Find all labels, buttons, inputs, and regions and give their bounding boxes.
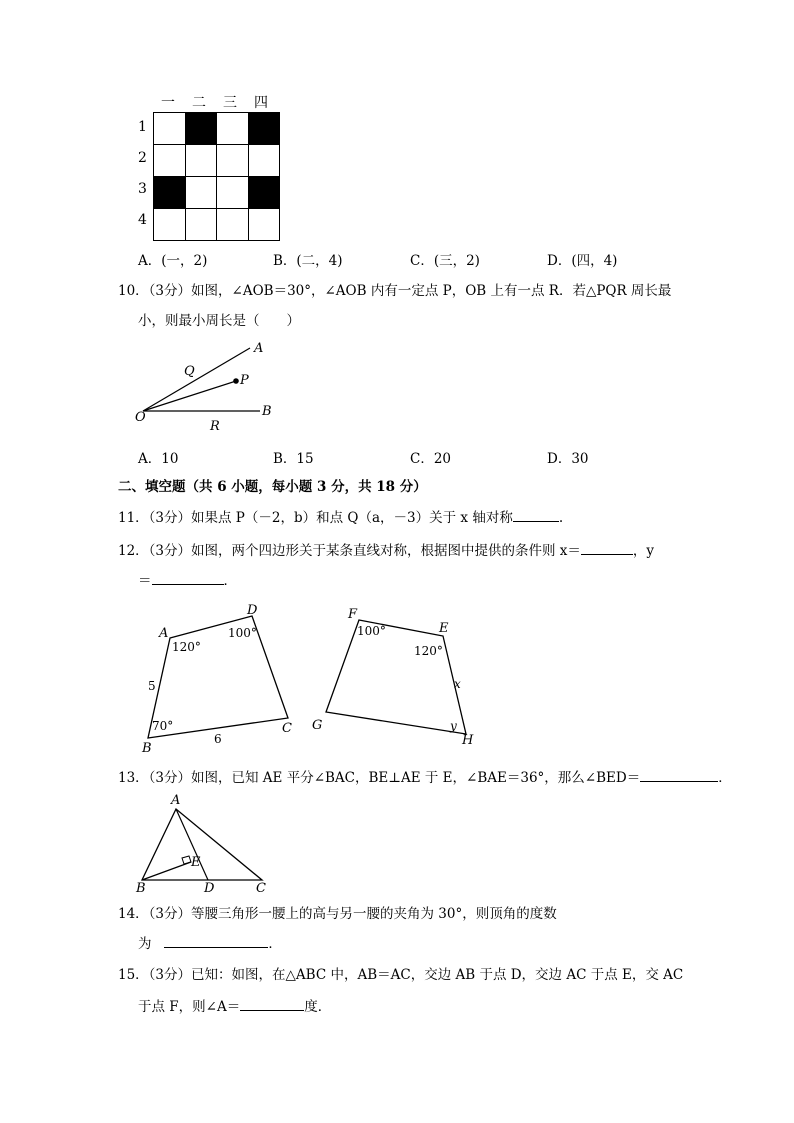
grid-cell [185, 144, 218, 177]
label-o: O [135, 410, 146, 425]
label-a: A [254, 341, 264, 356]
grid-cell [185, 208, 218, 241]
q15-blank[interactable] [240, 1010, 304, 1011]
col-header: 四 [254, 95, 268, 111]
right-angle-mark [182, 856, 191, 864]
q14-line2 [138, 935, 282, 953]
q12-line2 [138, 572, 237, 590]
angle-h-label: y [450, 719, 457, 733]
angle-d-label: 100° [228, 626, 257, 640]
q12-eq: ＝ [138, 573, 152, 589]
grid-cell [216, 144, 249, 177]
q10-option-b: B．15 [273, 451, 314, 467]
q11 [118, 509, 563, 527]
label-a: A [171, 793, 181, 808]
q9-option-a: A．(一，2) [138, 253, 208, 269]
label-f: F [348, 607, 358, 622]
q10-option-d: D．30 [547, 451, 589, 467]
grid-cell [216, 112, 249, 145]
q15-line2 [138, 998, 331, 1016]
q11-end: . [558, 510, 564, 526]
q10-option-c: C．20 [410, 451, 452, 467]
q13-blank[interactable] [640, 781, 718, 782]
grid-cell [185, 112, 218, 145]
q13-end: ． [718, 770, 732, 786]
row-header: 1 [138, 119, 147, 135]
segment-op [143, 381, 236, 411]
q10-option-a: A．10 [138, 451, 179, 467]
grid-cell [153, 144, 186, 177]
grid-cell [248, 176, 281, 209]
triangle-abc [142, 809, 262, 880]
q9-option-d: D．(四，4) [547, 253, 618, 269]
q11-blank[interactable] [513, 521, 559, 522]
label-b: B [262, 404, 272, 419]
angle-b-label: 70° [152, 719, 174, 733]
side-bc-label: 6 [214, 732, 222, 746]
point-p [233, 378, 239, 384]
label-c: C [282, 721, 292, 736]
grid-cells [153, 112, 279, 240]
q9-option-b: B．(二，4) [273, 253, 343, 269]
q15-end: 度． [304, 999, 332, 1015]
row-header: 2 [138, 150, 147, 166]
q13 [118, 769, 732, 787]
label-h: H [462, 733, 474, 748]
q13-text: 13．（3分）如图，已知 AE 平分∠BAC，BE⊥AE 于 E，∠BAE＝36°，那么∠BED＝ [118, 770, 641, 786]
q10-line1: 10．（3分）如图，∠AOB＝30°，∠AOB 内有一定点 P，OB 上有一点 R．若△PQR 周长最 [118, 283, 672, 299]
col-header: 一 [161, 95, 175, 111]
col-header: 三 [223, 95, 237, 111]
q9-option-c: C．(三，2) [410, 253, 480, 269]
angle-f-label: 100° [357, 624, 386, 638]
q12-y-blank[interactable] [152, 584, 224, 585]
q12-line1 [118, 542, 654, 560]
q15-text: 于点 F，则∠A＝ [138, 999, 241, 1015]
label-c: C [256, 881, 266, 896]
q12-text-y: ，y [632, 543, 655, 559]
label-a: A [159, 626, 169, 641]
side-ab-label: 5 [148, 679, 156, 693]
grid-cell [248, 144, 281, 177]
q12-end: ． [223, 573, 237, 589]
q14-blank[interactable] [164, 947, 268, 948]
side-eh-label: x [454, 677, 461, 691]
q15-line1: 15．（3分）已知：如图，在△ABC 中，AB＝AC，交边 AB 于点 D，交边 AC 于点 E，交 AC [118, 967, 684, 983]
row-header: 4 [138, 212, 147, 228]
q11-text: 11．（3分）如果点 P（－2，b）和点 Q（a，－3）关于 x 轴对称 [118, 510, 513, 526]
grid-cell [185, 176, 218, 209]
label-b: B [142, 741, 152, 756]
angle-e-label: 120° [414, 644, 443, 658]
grid-cell [153, 176, 186, 209]
col-header: 二 [192, 95, 206, 111]
q14-text: 为 [138, 936, 152, 952]
label-g: G [312, 718, 323, 733]
label-d: D [204, 881, 215, 896]
grid-cell [216, 208, 249, 241]
label-d: D [247, 603, 258, 618]
label-r: R [210, 419, 220, 434]
q14-line1: 14．（3分）等腰三角形一腰上的高与另一腰的夹角为 30°，则顶角的度数 [118, 906, 557, 922]
section-heading: 二、填空题（共 6 小题，每小题 3 分，共 18 分） [118, 479, 427, 495]
q14-end: ． [268, 936, 282, 952]
grid-cell [248, 112, 281, 145]
triangle-figure [130, 788, 280, 898]
grid-cell [153, 208, 186, 241]
label-p: P [240, 373, 249, 388]
grid-cell [248, 208, 281, 241]
angle-figure [130, 338, 280, 438]
label-e: E [191, 855, 201, 870]
q10-line2: 小，则最小周长是（ ） [138, 313, 300, 329]
row-header: 3 [138, 181, 147, 197]
quadrilateral-efgh [326, 620, 466, 734]
q12-x-blank[interactable] [581, 554, 633, 555]
grid-cell [216, 176, 249, 209]
label-e: E [439, 621, 449, 636]
grid-cell [153, 112, 186, 145]
label-b: B [136, 881, 146, 896]
q12-text: 12．（3分）如图，两个四边形关于某条直线对称，根据图中提供的条件则 x＝ [118, 543, 581, 559]
quadrilaterals-figure [130, 598, 500, 758]
angle-a-label: 120° [172, 640, 201, 654]
label-q: Q [184, 364, 195, 379]
